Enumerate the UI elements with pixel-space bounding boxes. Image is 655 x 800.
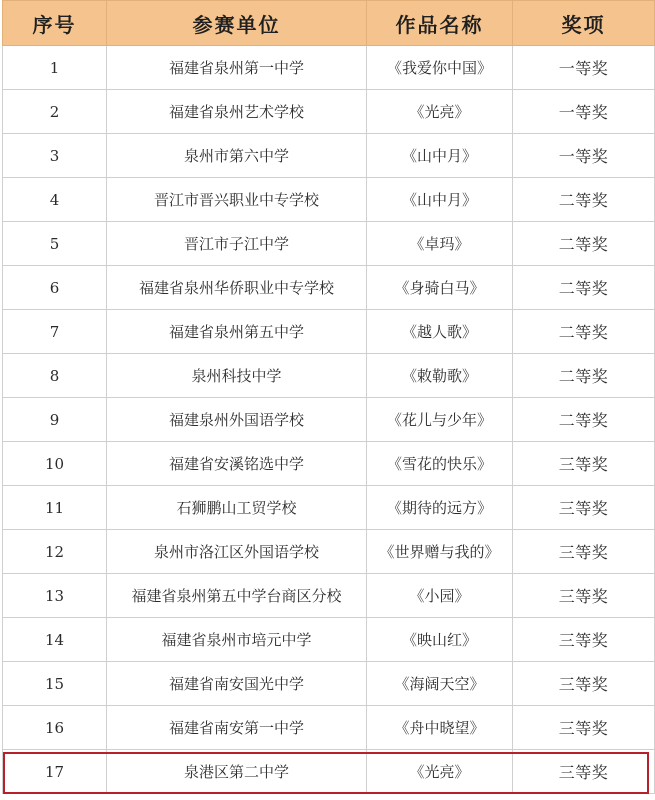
- row-award-cell: 三等奖: [513, 750, 655, 794]
- row-award-cell: 二等奖: [513, 266, 655, 310]
- header-no: 序号: [3, 1, 107, 46]
- row-unit-cell: 福建省安溪铭选中学: [107, 442, 367, 486]
- row-award-cell: 一等奖: [513, 134, 655, 178]
- header-award: 奖项: [513, 1, 655, 46]
- row-work-cell: 《敕勒歌》: [367, 354, 513, 398]
- row-work-cell: 《卓玛》: [367, 222, 513, 266]
- row-work-cell: 《光亮》: [367, 90, 513, 134]
- table-row: [3, 574, 655, 618]
- row-number-cell: 17: [3, 750, 107, 794]
- row-number-cell: 14: [3, 618, 107, 662]
- row-number-cell: 6: [3, 266, 107, 310]
- awards-table: [2, 0, 655, 794]
- row-unit-cell: 福建省泉州第五中学: [107, 310, 367, 354]
- table-row: [3, 178, 655, 222]
- row-unit-cell: 福建泉州外国语学校: [107, 398, 367, 442]
- row-work-cell: 《山中月》: [367, 134, 513, 178]
- row-award-cell: 一等奖: [513, 46, 655, 90]
- row-award-cell: 二等奖: [513, 354, 655, 398]
- row-number-cell: 13: [3, 574, 107, 618]
- row-number-cell: 16: [3, 706, 107, 750]
- row-unit-cell: 福建省南安国光中学: [107, 662, 367, 706]
- row-number-cell: 10: [3, 442, 107, 486]
- row-award-cell: 二等奖: [513, 398, 655, 442]
- row-unit-cell: 石狮鹏山工贸学校: [107, 486, 367, 530]
- row-number-cell: 5: [3, 222, 107, 266]
- row-number-cell: 2: [3, 90, 107, 134]
- row-work-cell: 《身骑白马》: [367, 266, 513, 310]
- row-award-cell: 二等奖: [513, 178, 655, 222]
- table-row: [3, 442, 655, 486]
- row-unit-cell: 晋江市子江中学: [107, 222, 367, 266]
- table-row: [3, 750, 655, 794]
- table-body: [3, 46, 655, 794]
- row-work-cell: 《小园》: [367, 574, 513, 618]
- row-work-cell: 《越人歌》: [367, 310, 513, 354]
- row-unit-cell: 福建省泉州第五中学台商区分校: [107, 574, 367, 618]
- row-work-cell: 《山中月》: [367, 178, 513, 222]
- header-work: 作品名称: [367, 1, 513, 46]
- row-award-cell: 一等奖: [513, 90, 655, 134]
- row-award-cell: 三等奖: [513, 618, 655, 662]
- table-row: [3, 310, 655, 354]
- table-row: [3, 46, 655, 90]
- row-work-cell: 《期待的远方》: [367, 486, 513, 530]
- row-number-cell: 7: [3, 310, 107, 354]
- row-work-cell: 《舟中晓望》: [367, 706, 513, 750]
- row-work-cell: 《我爱你中国》: [367, 46, 513, 90]
- row-award-cell: 三等奖: [513, 706, 655, 750]
- row-unit-cell: 福建省泉州艺术学校: [107, 90, 367, 134]
- row-work-cell: 《花儿与少年》: [367, 398, 513, 442]
- row-work-cell: 《海阔天空》: [367, 662, 513, 706]
- row-number-cell: 3: [3, 134, 107, 178]
- table-row: [3, 398, 655, 442]
- header-row: [3, 1, 655, 46]
- row-unit-cell: 福建省南安第一中学: [107, 706, 367, 750]
- row-unit-cell: 泉州科技中学: [107, 354, 367, 398]
- table-row: [3, 530, 655, 574]
- row-unit-cell: 福建省泉州第一中学: [107, 46, 367, 90]
- row-unit-cell: 晋江市晋兴职业中专学校: [107, 178, 367, 222]
- row-award-cell: 三等奖: [513, 530, 655, 574]
- row-award-cell: 二等奖: [513, 310, 655, 354]
- table-row: [3, 134, 655, 178]
- header-unit: 参赛单位: [107, 1, 367, 46]
- row-number-cell: 1: [3, 46, 107, 90]
- row-award-cell: 二等奖: [513, 222, 655, 266]
- table-row: [3, 354, 655, 398]
- row-unit-cell: 福建省泉州华侨职业中专学校: [107, 266, 367, 310]
- table-row: [3, 706, 655, 750]
- row-award-cell: 三等奖: [513, 442, 655, 486]
- table-row: [3, 618, 655, 662]
- table-row: [3, 486, 655, 530]
- row-number-cell: 4: [3, 178, 107, 222]
- row-work-cell: 《世界赠与我的》: [367, 530, 513, 574]
- row-award-cell: 三等奖: [513, 486, 655, 530]
- row-unit-cell: 泉港区第二中学: [107, 750, 367, 794]
- row-number-cell: 12: [3, 530, 107, 574]
- row-number-cell: 9: [3, 398, 107, 442]
- table-row: [3, 662, 655, 706]
- row-number-cell: 15: [3, 662, 107, 706]
- row-unit-cell: 泉州市洛江区外国语学校: [107, 530, 367, 574]
- row-work-cell: 《光亮》: [367, 750, 513, 794]
- row-unit-cell: 泉州市第六中学: [107, 134, 367, 178]
- row-award-cell: 三等奖: [513, 662, 655, 706]
- row-unit-cell: 福建省泉州市培元中学: [107, 618, 367, 662]
- row-work-cell: 《雪花的快乐》: [367, 442, 513, 486]
- table-row: [3, 266, 655, 310]
- row-number-cell: 8: [3, 354, 107, 398]
- table-row: [3, 90, 655, 134]
- row-work-cell: 《映山红》: [367, 618, 513, 662]
- table-header: [3, 1, 655, 46]
- row-number-cell: 11: [3, 486, 107, 530]
- row-award-cell: 三等奖: [513, 574, 655, 618]
- table-row: [3, 222, 655, 266]
